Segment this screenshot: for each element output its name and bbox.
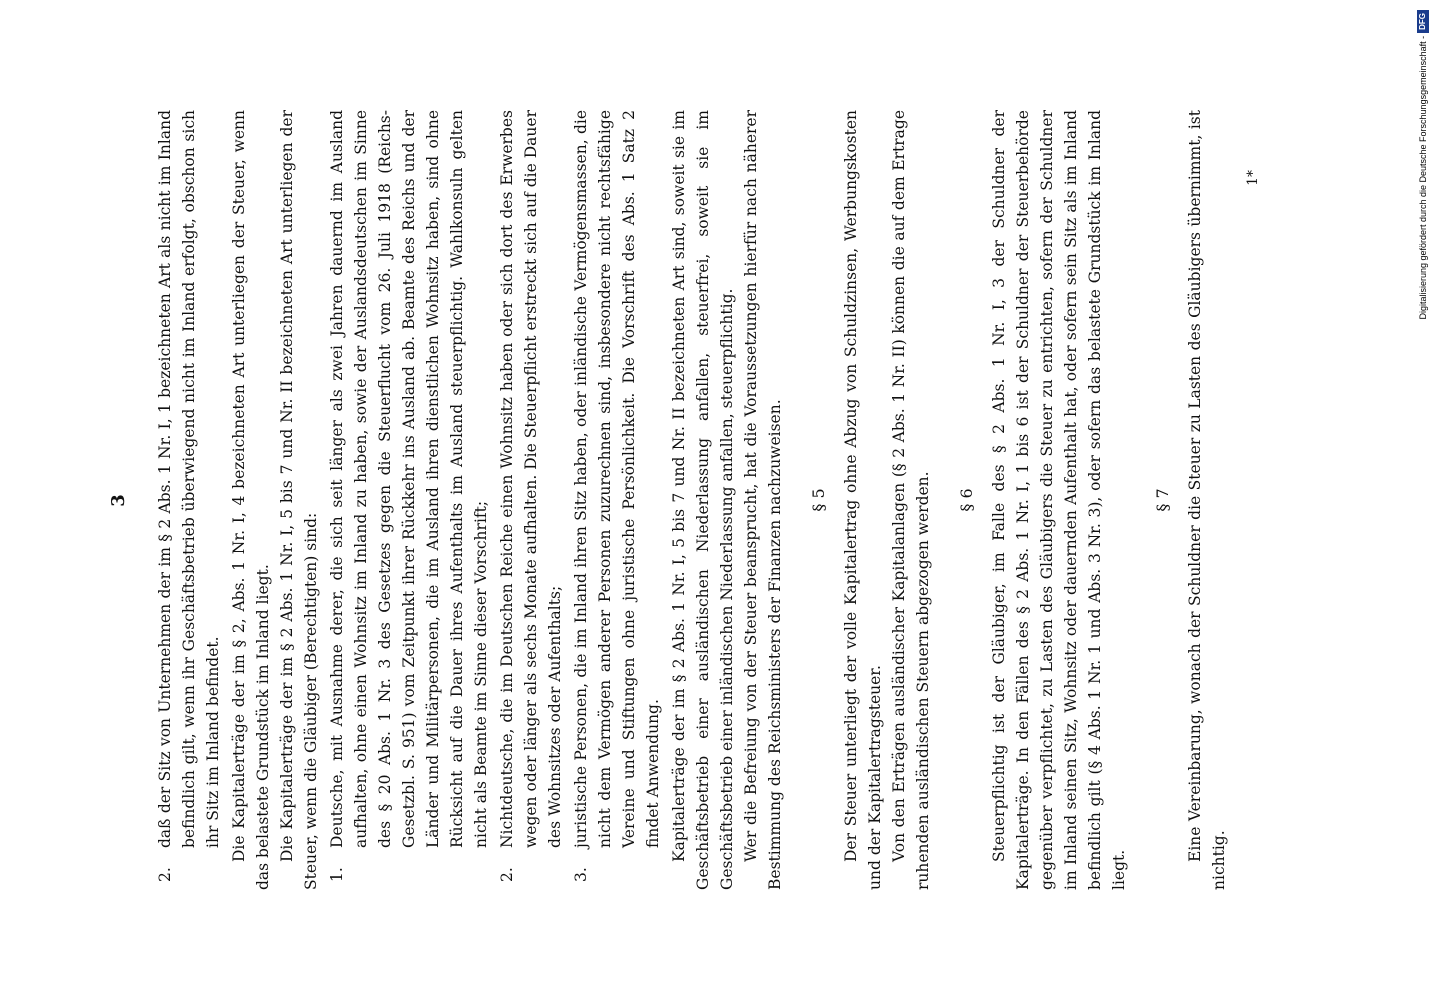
paragraph: Von den Erträgen ausländischer Kapitalanlagen (§ 2 Abs. 1 Nr. II) können die auf dem Ertrage ruhenden ausländischen Steuern abgezogen werden. [890, 110, 932, 890]
section-heading: § 6 [957, 488, 976, 512]
page-content [107, 110, 1265, 890]
list-item-number: 2. [156, 867, 174, 882]
paragraph: Kapitalerträge der im § 2 Abs. 1 Nr. I, 5 bis 7 und Nr. II bezeichneten Art sind, soweit sie im Geschäftsbetrieb einer ausländischen Niederlassung anfallen, steuerfrei, soweit sie im Geschäftsbetrieb einer inländischen Niederlassung anfallen, steuerpflichtig. [670, 110, 736, 890]
section-heading: § 7 [1153, 488, 1172, 512]
list-item-number: 1. [328, 867, 346, 882]
signature-mark: 1* [1245, 170, 1261, 186]
watermark-text: Digitalisierung gefördert durch die Deutsche Forschungsgemeinschaft - [1418, 35, 1428, 320]
paragraph: Der Steuer unterliegt der volle Kapitalertrag ohne Abzug von Schuldzinsen, Werbungskosten und der Kapitalertragsteuer. [842, 110, 884, 890]
page-number: 3 [108, 493, 129, 507]
section-heading: § 5 [809, 488, 828, 512]
list-item-text: Nichtdeutsche, die im Deutschen Reiche einen Wohnsitz haben oder sich dort des Erwerbes wegen oder länger als sechs Monate aufhalten. Die Steuerpflicht erstreckt sich auf die Dauer des Wohnsitzes oder Aufenthalts; [498, 110, 564, 848]
paragraph: Steuerpflichtig ist der Gläubiger, im Falle des § 2 Abs. 1 Nr. I, 3 der Schuldner der Kapitalerträge. In den Fällen des § 2 Abs. 1 Nr. I, 1 bis 6 ist der Schuldner der Steuerbehörde gegenüber verpflichtet, zu Lasten des Gläubigers die Steuer zu entrichten, sofern der Schuldner im Inland seinen Sitz, Wohnsitz oder dauernden Aufenthalt hat, oder sofern sein Sitz als im Inland befindlich gilt (§ 4 Abs. 1 Nr. 1 und Abs. 3 Nr. 3), oder sofern das belastete Grundstück im Inland liegt. [990, 110, 1128, 890]
paragraph: Eine Vereinbarung, wonach der Schuldner die Steuer zu Lasten des Gläubigers übernimmt, ist nichtig. [1186, 110, 1228, 890]
list-item-text: daß der Sitz von Unternehmen der im § 2 Abs. 1 Nr. I, 1 bezeichneten Art als nicht im Inland befindlich gilt, wenn ihr Geschäftsbetrieb überwiegend nicht im Inland erfolgt, obschon sich ihr Sitz im Inland befindet. [156, 110, 222, 848]
list-item-text: juristische Personen, die im Inland ihren Sitz haben, oder inländische Vermögensmassen, die nicht dem Vermögen anderer Personen zuzurechnen sind, insbesondere nicht rechtsfähige Vereine und Stiftungen ohne juristische Persönlichkeit. Die Vorschrift des Abs. 1 Satz 2 findet Anwendung. [572, 110, 662, 848]
list-item [325, 110, 493, 890]
document-page [77, 70, 1261, 930]
dfg-logo: DFG [1417, 10, 1429, 33]
paragraph: Wer die Befreiung von der Steuer beansprucht, hat die Voraussetzungen hierfür nach näherer Bestimmung des Reichsministers der Finanzen nachzuweisen. [742, 110, 784, 890]
list-item-number: 3. [572, 867, 590, 882]
list-item [495, 110, 567, 890]
list-item [569, 110, 665, 890]
list-item-text: Deutsche, mit Ausnahme derer, die sich seit länger als zwei Jahren dauernd im Ausland aufhalten, ohne einen Wohnsitz im Inland zu haben, sowie der Auslandsdeutschen im Sinne des § 20 Abs. 1 Nr. 3 des Gesetzes gegen die Steuerflucht vom 26. Juli 1918 (Reichs-Gesetzbl. S. 951) vom Zeitpunkt ihrer Rückkehr ins Ausland ab. Beamte des Reichs und der Länder und Militärpersonen, die im Ausland ihren dienstlichen Wohnsitz haben, sind ohne Rücksicht auf die Dauer ihres Aufenthalts im Ausland steuerpflichtig. Wahlkonsuln gelten nicht als Beamte im Sinne dieser Vorschrift; [328, 110, 490, 848]
digitization-watermark [1414, 10, 1432, 390]
paragraph: Die Kapitalerträge der im § 2 Abs. 1 Nr. I, 5 bis 7 und Nr. II bezeichneten Art unterliegen der Steuer, wenn die Gläubiger (Berechtigten) sind: [278, 110, 320, 890]
list-item-number: 2. [498, 867, 516, 882]
list-item [153, 110, 225, 890]
paragraph: Die Kapitalerträge der im § 2, Abs. 1 Nr. I, 4 bezeichneten Art unterliegen der Steuer, wenn das belastete Grundstück im Inland liegt. [230, 110, 272, 890]
